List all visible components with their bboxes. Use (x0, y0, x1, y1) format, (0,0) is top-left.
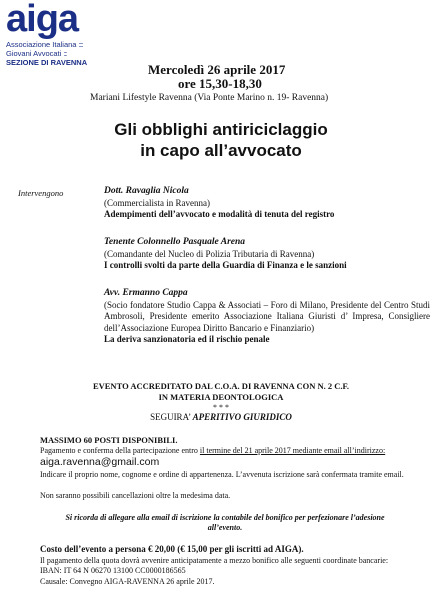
registration-deadline (40, 446, 420, 456)
payment-reminder: Si ricorda di allegare alla email di iscrizione la contabile del bonifico per perfezionare l’adesione all’evento. (65, 513, 385, 532)
event-title-line2: in capo all’avvocato (140, 141, 302, 160)
speaker-topic: La deriva sanzionatoria ed il rischio penale (104, 334, 270, 344)
event-date: Mercoledì 26 aprile 2017 (148, 62, 286, 77)
logo-dots-2: ::: (63, 51, 67, 58)
registration-instructions: Indicare il proprio nome, cognome e ordine di appartenenza. L’avvenuta iscrizione sarà confermata tramite email. (40, 470, 404, 479)
deadline-text-b: il termine del 21 aprile 2017 mediante email all’indirizzo: (199, 446, 386, 455)
speaker-name: Avv. Ermanno Cappa (104, 288, 188, 298)
speaker-2 (104, 237, 430, 272)
event-title-line1: Gli obblighi antiriciclaggio (114, 120, 328, 139)
speaker-name: Tenente Colonnello Pasquale Arena (104, 237, 246, 247)
speaker-topic: I controlli svolti da parte della Guardia di Finanza e le sanzioni (104, 260, 347, 270)
speaker-role: (Commercialista in Ravenna) (104, 197, 210, 208)
speakers-label: Intervengono (18, 188, 64, 198)
deadline-text-a: Pagamento e conferma della partecipazione entro (40, 446, 198, 455)
speaker-topic: Adempimenti dell’avvocato e modalità di tenuta del registro (104, 209, 335, 219)
iban: IBAN: IT 64 N 06270 13100 CC0000186565 (40, 566, 186, 575)
payment-instructions: Il pagamento della quota dovrà avvenire anticipatamente a mezzo bonifico alle seguenti coordinate bancarie: (40, 556, 389, 565)
registration-email-link[interactable]: aiga.ravenna@gmail.com (40, 456, 160, 468)
logo-dots-1: :::: (78, 42, 83, 49)
speaker-1 (104, 186, 430, 221)
aperitivo-label: APERITIVO GIURIDICO (192, 412, 292, 422)
accreditation-stars: * * * (213, 403, 229, 412)
accreditation-line2: IN MATERIA DEONTOLOGICA (158, 392, 284, 402)
speaker-role: (Socio fondatore Studio Cappa & Associati – Foro di Milano, Presidente del Centro Studi Ambrosoli, Presidente emerito Associazione Italiana Giuristi d’ Impresa, Consigliere dell’Associazione Europea Diritto Bancario e Finanziario) (104, 299, 430, 333)
accreditation-line1: EVENTO ACCREDITATO DAL C.O.A. DI RAVENNA CON N. 2 C.F. (92, 381, 350, 391)
event-cost: Costo dell’evento a persona € 20,00 (€ 15,00 per gli iscritti ad AIGA). (40, 544, 304, 554)
aperitivo-prefix: SEGUIRA’ (150, 412, 191, 422)
speaker-role: (Comandante del Nucleo di Polizia Tributaria di Ravenna) (104, 248, 315, 259)
logo-text-2: Giovani Avvocati (6, 49, 62, 58)
aiga-logo: aiga (6, 0, 79, 40)
event-venue: Mariani Lifestyle Ravenna (Via Ponte Marino n. 19- Ravenna) (90, 93, 329, 103)
cancellation-note: Non saranno possibili cancellazioni oltre la medesima data. (40, 491, 231, 500)
max-seats: MASSIMO 60 POSTI DISPONIBILI. (40, 435, 178, 445)
speaker-3 (104, 288, 430, 346)
payment-causale: Causale: Convegno AIGA-RAVENNA 26 aprile 2017. (40, 577, 215, 586)
aperitivo-line (0, 412, 442, 422)
speaker-name: Dott. Ravaglia Nicola (104, 186, 189, 196)
logo-line-sezione: SEZIONE DI RAVENNA (6, 58, 88, 67)
logo-text-1: Associazione Italiana (6, 40, 77, 49)
event-time: ore 15,30-18,30 (178, 76, 262, 91)
